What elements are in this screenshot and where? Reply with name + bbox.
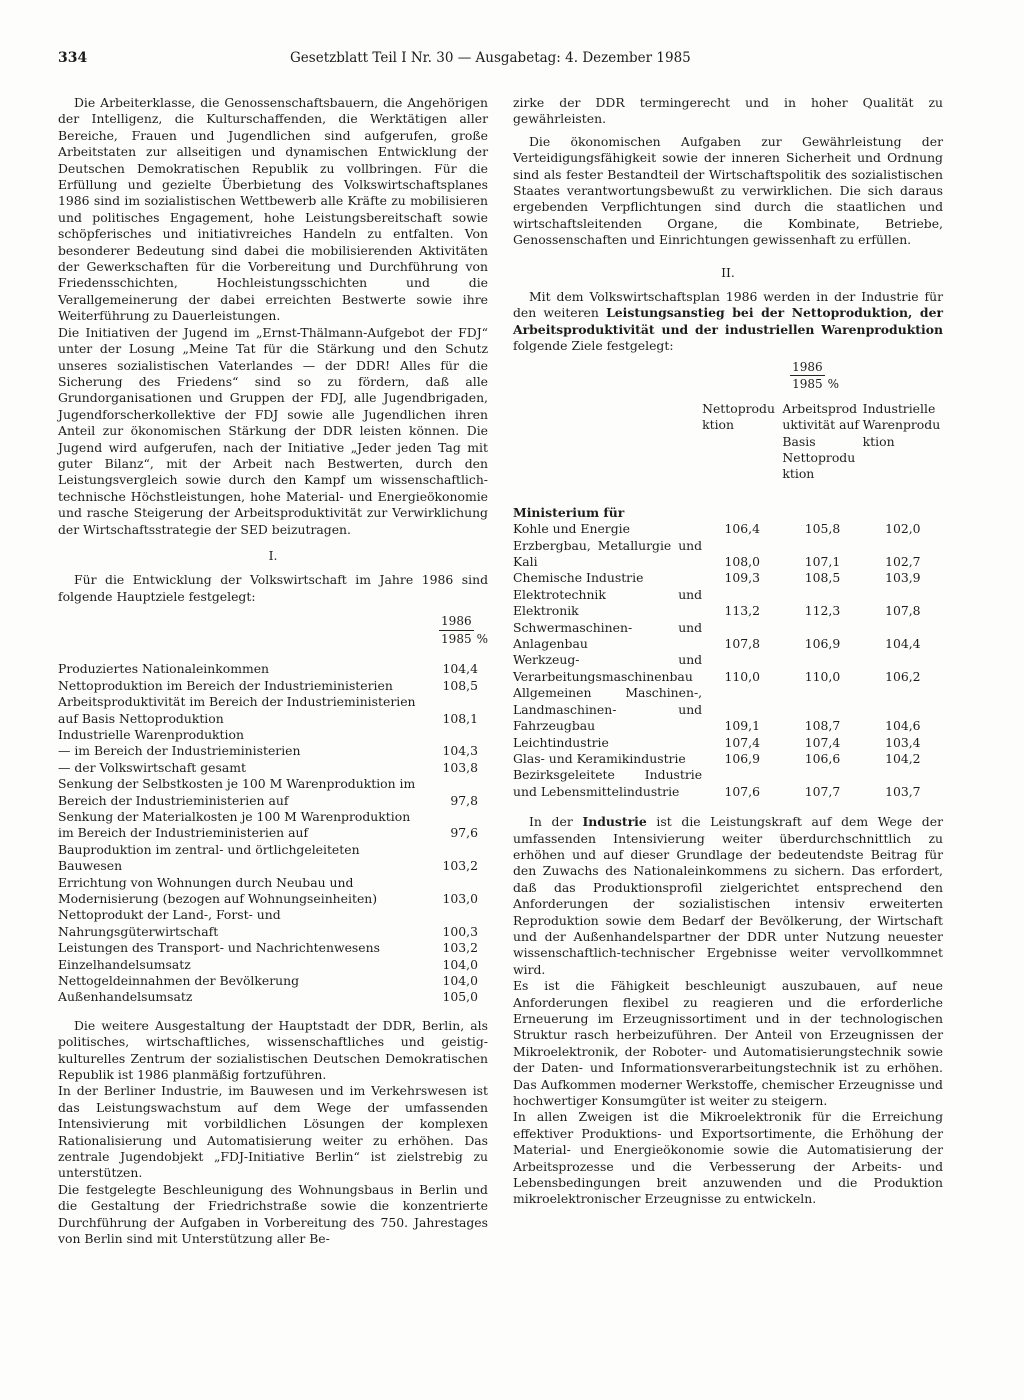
table-row	[58, 776, 488, 809]
row-label: Industrielle Warenproduktion	[58, 726, 244, 742]
row-label: Bauproduktion im zentral- und örtlichgeleiteten Bauwesen	[58, 841, 360, 874]
table-row	[513, 751, 943, 767]
nettoproduktion-value: 108,0	[724, 554, 760, 570]
arbeitsproduktivitaet-value: 107,1	[804, 554, 841, 570]
text-bold: Industrie	[582, 814, 647, 830]
section-heading: II.	[721, 264, 735, 280]
arbeitsproduktivitaet-value: 107,4	[804, 734, 841, 750]
table-row	[513, 685, 943, 734]
paragraph: Die ökonomischen Aufgaben zur Gewährleistung der Verteidigungsfähigkeit sowie der inneren Sicherheit und Ordnung sind als fester Bestandteil der Wirtschaftspolitik des sozialistischen Staates verantwortungsbewußt zu verwirklichen. Die sich daraus ergebenden Verpflichtungen sind durch die staatlichen und wirtschaftsleitenden Organe, die Kombinate, Betriebe, Genossenschaften und Einrichtungen gewissenhaft zu erfüllen.	[513, 133, 943, 248]
paragraph: Für die Entwicklung der Volkswirtschaft im Jahre 1986 sind folgende Hauptziele festgelegt:	[58, 572, 488, 604]
row-label: — im Bereich der Industrieministerien	[58, 743, 301, 759]
row-value: 103,2	[442, 858, 478, 874]
nettoproduktion-value: 107,4	[724, 734, 760, 750]
warenproduktion-value: 102,0	[885, 521, 921, 537]
arbeitsproduktivitaet-value: 110,0	[804, 668, 841, 684]
table-row	[513, 735, 943, 751]
group-heading: Ministerium für	[513, 504, 625, 520]
paragraph	[513, 289, 943, 355]
page-number: 334	[58, 50, 88, 66]
row-label: Schwermaschinen- und Anlagenbau	[513, 619, 703, 652]
warenproduktion-value: 106,2	[885, 668, 921, 684]
intro-bold: Leistungsanstieg bei der Nettoproduktion, der Arbeitsproduktivität und der industriellen Warenproduktion	[513, 305, 943, 337]
row-value: 104,0	[442, 973, 478, 989]
table-row	[58, 940, 488, 956]
arbeitsproduktivitaet-value: 106,6	[804, 750, 841, 766]
nettoproduktion-value: 109,3	[724, 570, 760, 586]
warenproduktion-value: 103,9	[885, 570, 921, 586]
nettoproduktion-value: 107,6	[724, 783, 760, 799]
table-header-row	[58, 613, 488, 647]
row-value: 103,8	[442, 759, 478, 775]
row-label: Allgemeinen Maschinen-, Landmaschinen- und Fahrzeugbau	[513, 685, 703, 734]
row-label: Arbeitsproduktivität im Bereich der Industrieministerien auf Basis Nettoproduktion	[58, 694, 416, 726]
intro-text: Mit dem Volkswirtschaftsplan 1986 werden in der Industrie für den weiteren	[513, 289, 943, 321]
table-row	[513, 620, 943, 653]
section-heading: I.	[268, 547, 278, 563]
ratio-denominator: 1985	[441, 631, 472, 646]
row-label: — der Volkswirtschaft gesamt	[58, 759, 246, 775]
text-run: ist die Leistungskraft auf dem Wege der umfassenden Intensivierung weiter überdurchschnittlich zu erhöhen und auf dieser Grundlage der bedeutendste Beitrag für den Zuwachs des Nationaleinkommens zu sichern. Das erfordert, daß das Produktionsprofil zielgerichtet entsprechend den Anforderungen der sozialistischen intensiv erweiterten Reproduktion sowie dem Bedarf der Bevölkerung, der Wirtschaft und der Außenhandelspartner der DDR unter Nutzung neuester wissenschaftlich-technischer Ergebnisse weiter vervollkommnet wird.	[513, 814, 943, 977]
right-column	[513, 95, 943, 1208]
warenproduktion-value: 104,6	[885, 718, 921, 734]
percent-sign: %	[827, 377, 840, 392]
industry-targets-table	[513, 359, 943, 800]
arbeitsproduktivitaet-value: 107,7	[804, 783, 841, 799]
nettoproduktion-value: 110,0	[724, 668, 760, 684]
table-row	[513, 587, 943, 620]
row-label: Erzbergbau, Metallurgie und Kali	[513, 537, 703, 570]
warenproduktion-value: 102,7	[885, 554, 921, 570]
table-row	[58, 661, 488, 677]
row-label: Kohle und Energie	[513, 521, 630, 537]
row-label: Nettoprodukt der Land-, Forst- und Nahrungsgüterwirtschaft	[58, 907, 281, 939]
table-row	[58, 743, 488, 759]
row-label: Nettoproduktion im Bereich der Industrieministerien	[58, 677, 393, 693]
paragraph: Die Initiativen der Jugend im „Ernst-Thälmann-Aufgebot der FDJ“ unter der Losung „Meine Tat für die Stärkung und den Schutz unseres sozialistischen Vaterlandes — der DDR! Alles für die Sicherung des Friedens“ sind so zu fördern, daß alle Grundorganisationen und Gruppen der FDJ, alle Jugendbrigaden, Jugendforscherkollektive der FDJ sowie alle Jugendlichen ihren Anteil zur ökonomischen Stärkung der DDR leisten können. Die Jugend wird aufgerufen, nach der Initiative „Jeder jeden Tag mit guter Bilanz“, mit der Arbeit nach Bestwerten, durch den Leistungsvergleich sowie durch den Kampf um wissenschaftlich-technische Höchstleistungen, hohe Material- und Energieökonomie und rasche Steigerung der Arbeitsproduktivität zur Verwirklichung der Wirtschaftsstrategie der SED beizutragen.	[58, 324, 488, 537]
row-label: Chemische Industrie	[513, 570, 644, 586]
row-value: 104,0	[442, 956, 478, 972]
warenproduktion-value: 103,4	[885, 734, 921, 750]
warenproduktion-value: 103,7	[885, 783, 921, 799]
paragraph: Die Arbeiterklasse, die Genossenschaftsbauern, die Angehörigen der Intelligenz, die Kulturschaffenden, die Werktätigen aller Bereiche, Frauen und Jugendlichen sind aufgerufen, große Arbeitstaten zur allseitigen und dynamischen Entwicklung der Deutschen Demokratischen Republik zu vollbringen. Für die Erfüllung und gezielte Überbietung des Volkswirtschaftsplanes 1986 sind im sozialistischen Wettbewerb alle Kräfte zu mobilisieren und politisches Engagement, hohe Leistungsbereitschaft sowie schöpferisches und initiativreiches Handeln zu entfalten. Von besonderer Bedeutung sind dabei die mobilisierenden Aktivitäten der Gewerkschaften für die Vorbereitung und Durchführung von Friedensschichten, Hochleistungsschichten und die Verallgemeinerung der dabei erreichten Bestwerte sowie ihre Weiterführung zu Dauerleistungen.	[58, 95, 488, 324]
table-row	[58, 694, 488, 727]
table-row	[513, 521, 943, 537]
table-row	[58, 842, 488, 875]
row-label: Senkung der Materialkosten je 100 M Warenproduktion im Bereich der Industrieministerien auf	[58, 808, 411, 841]
arbeitsproduktivitaet-value: 108,7	[804, 718, 841, 734]
intro-text-end: folgende Ziele festgelegt:	[513, 338, 674, 354]
row-value: 108,5	[442, 677, 478, 693]
arbeitsproduktivitaet-value: 105,8	[804, 521, 841, 537]
table-row	[58, 973, 488, 989]
table-row	[513, 570, 943, 586]
warenproduktion-value: 104,2	[885, 750, 921, 766]
column-headers	[513, 393, 943, 483]
arbeitsproduktivitaet-value: 108,5	[804, 570, 841, 586]
paragraph: Es ist die Fähigkeit beschleunigt auszubauen, auf neue Anforderungen flexibel zu reagieren und die erforderliche Erneuerung im Erzeugnissortiment und in der technologischen Struktur rasch herbeizuführen. Der Anteil von Erzeugnissen der Mikroelektronik, der Roboter- und Automatisierungstechnik sowie der Daten- und Informationsverarbeitungstechnik ist zu erhöhen. Das Aufkommen moderner Werkstoffe, chemischer Erzeugnisse und hochwertiger Konsumgüter ist weiter zu steigern.	[513, 978, 943, 1109]
row-label: Senkung der Selbstkosten je 100 M Warenproduktion im Bereich der Industrieministerien auf	[58, 776, 416, 808]
column-header-warenproduktion: Industrielle Warenproduktion	[862, 400, 941, 449]
table-row	[58, 989, 488, 1005]
arbeitsproduktivitaet-value: 106,9	[804, 636, 841, 652]
row-label: Errichtung von Wohnungen durch Neubau und Modernisierung (bezogen auf Wohnungseinheiten)	[58, 874, 378, 906]
row-label: Werkzeug- und Verarbeitungsmaschinenbau	[513, 652, 703, 684]
ratio-numerator: 1986	[439, 613, 474, 630]
table-row	[58, 875, 488, 908]
row-label: Bezirksgeleitete Industrie und Lebensmittelindustrie	[513, 767, 703, 799]
text-run: In der	[529, 814, 583, 830]
row-value: 104,4	[442, 661, 478, 677]
ratio-1986-1985	[790, 359, 825, 393]
table-row	[58, 957, 488, 973]
paragraph	[513, 814, 943, 978]
column-header-arbeitsproduktivitaet: Arbeitsproduktivität auf Basis Nettoproduktion	[782, 400, 860, 482]
table-row	[58, 809, 488, 842]
row-value: 104,3	[442, 743, 478, 759]
percent-sign: %	[476, 631, 488, 646]
row-label: Leistungen des Transport- und Nachrichtenwesens	[58, 940, 380, 956]
row-label: Außenhandelsumsatz	[58, 989, 193, 1005]
warenproduktion-value: 107,8	[885, 603, 921, 619]
row-label: Glas- und Keramikindustrie	[513, 750, 686, 766]
row-value: 100,3	[442, 923, 478, 939]
main-goals-table	[58, 613, 488, 1006]
arbeitsproduktivitaet-value: 112,3	[804, 603, 841, 619]
row-label: Einzelhandelsumsatz	[58, 956, 191, 972]
nettoproduktion-value: 106,9	[724, 750, 760, 766]
paragraph: Die weitere Ausgestaltung der Hauptstadt der DDR, Berlin, als politisches, wirtschaftliches, wissenschaftliches und geistig-kulturelles Zentrum der sozialistischen Deutschen Demokratischen Republik ist 1986 planmäßig fortzuführen.	[58, 1017, 488, 1083]
row-value: 103,2	[442, 940, 478, 956]
warenproduktion-value: 104,4	[885, 636, 921, 652]
nettoproduktion-value: 106,4	[724, 521, 760, 537]
table-row	[58, 760, 488, 776]
row-label: Produziertes Nationaleinkommen	[58, 661, 270, 677]
industry-targets-body	[513, 521, 943, 800]
running-title: Gesetzblatt Teil I Nr. 30 — Ausgabetag: 4. Dezember 1985	[290, 50, 691, 66]
left-column	[58, 95, 488, 1248]
ratio-numerator: 1986	[790, 359, 825, 376]
row-value: 97,8	[450, 792, 478, 808]
row-label: Leichtindustrie	[513, 734, 609, 750]
row-label: Nettogeldeinnahmen der Bevölkerung	[58, 973, 300, 989]
page-header	[58, 50, 978, 72]
row-value: 108,1	[442, 710, 478, 726]
archive-stamp	[913, 30, 985, 65]
nettoproduktion-value: 113,2	[724, 603, 760, 619]
row-value: 97,6	[450, 825, 478, 841]
ratio-denominator: 1985	[792, 377, 823, 392]
nettoproduktion-value: 109,1	[724, 718, 760, 734]
table-row	[513, 538, 943, 571]
table-row	[58, 678, 488, 694]
paragraph: In der Berliner Industrie, im Bauwesen und im Verkehrswesen ist das Leistungswachstum auf dem Wege der umfassenden Intensivierung mit vorbildlichen Lösungen der komplexen Rationalisierung und Automatisierung weiter zu erhöhen. Das zentrale Jugendobjekt „FDJ-Initiative Berlin“ ist zielstrebig zu unterstützen.	[58, 1083, 488, 1181]
table-row	[513, 652, 943, 685]
table-row	[513, 767, 943, 800]
row-value: 103,0	[442, 890, 478, 906]
paragraph: Die festgelegte Beschleunigung des Wohnungsbaus in Berlin und die Gestaltung der Friedrichstraße sowie die konzentrierte Durchführung der Aufgaben in Vorbereitung des 750. Jahrestages von Berlin sind mit Unterstützung aller Be-	[58, 1181, 488, 1247]
table-row	[58, 727, 488, 743]
row-value: 105,0	[442, 989, 478, 1005]
ratio-1986-1985	[439, 613, 474, 647]
row-label: Elektrotechnik und Elektronik	[513, 586, 703, 619]
paragraph: In allen Zweigen ist die Mikroelektronik für die Erreichung effektiver Produktions- und Exportsortimente, die Erhöhung der Material- und Energieökonomie sowie die Automatisierung der Arbeitsprozesse und die Verbesserung der Arbeits- und Lebensbedingungen breit anzuwenden und die Produktion mikroelektronischer Erzeugnisse zu entwickeln.	[513, 1109, 943, 1207]
row-value	[416, 727, 488, 743]
table-row	[58, 907, 488, 940]
main-goals-body	[58, 661, 488, 1006]
paragraph: zirke der DDR termingerecht und in hoher Qualität zu gewährleisten.	[513, 95, 943, 127]
column-header-nettoproduktion: Nettoproduktion	[702, 400, 775, 433]
nettoproduktion-value: 107,8	[724, 636, 760, 652]
